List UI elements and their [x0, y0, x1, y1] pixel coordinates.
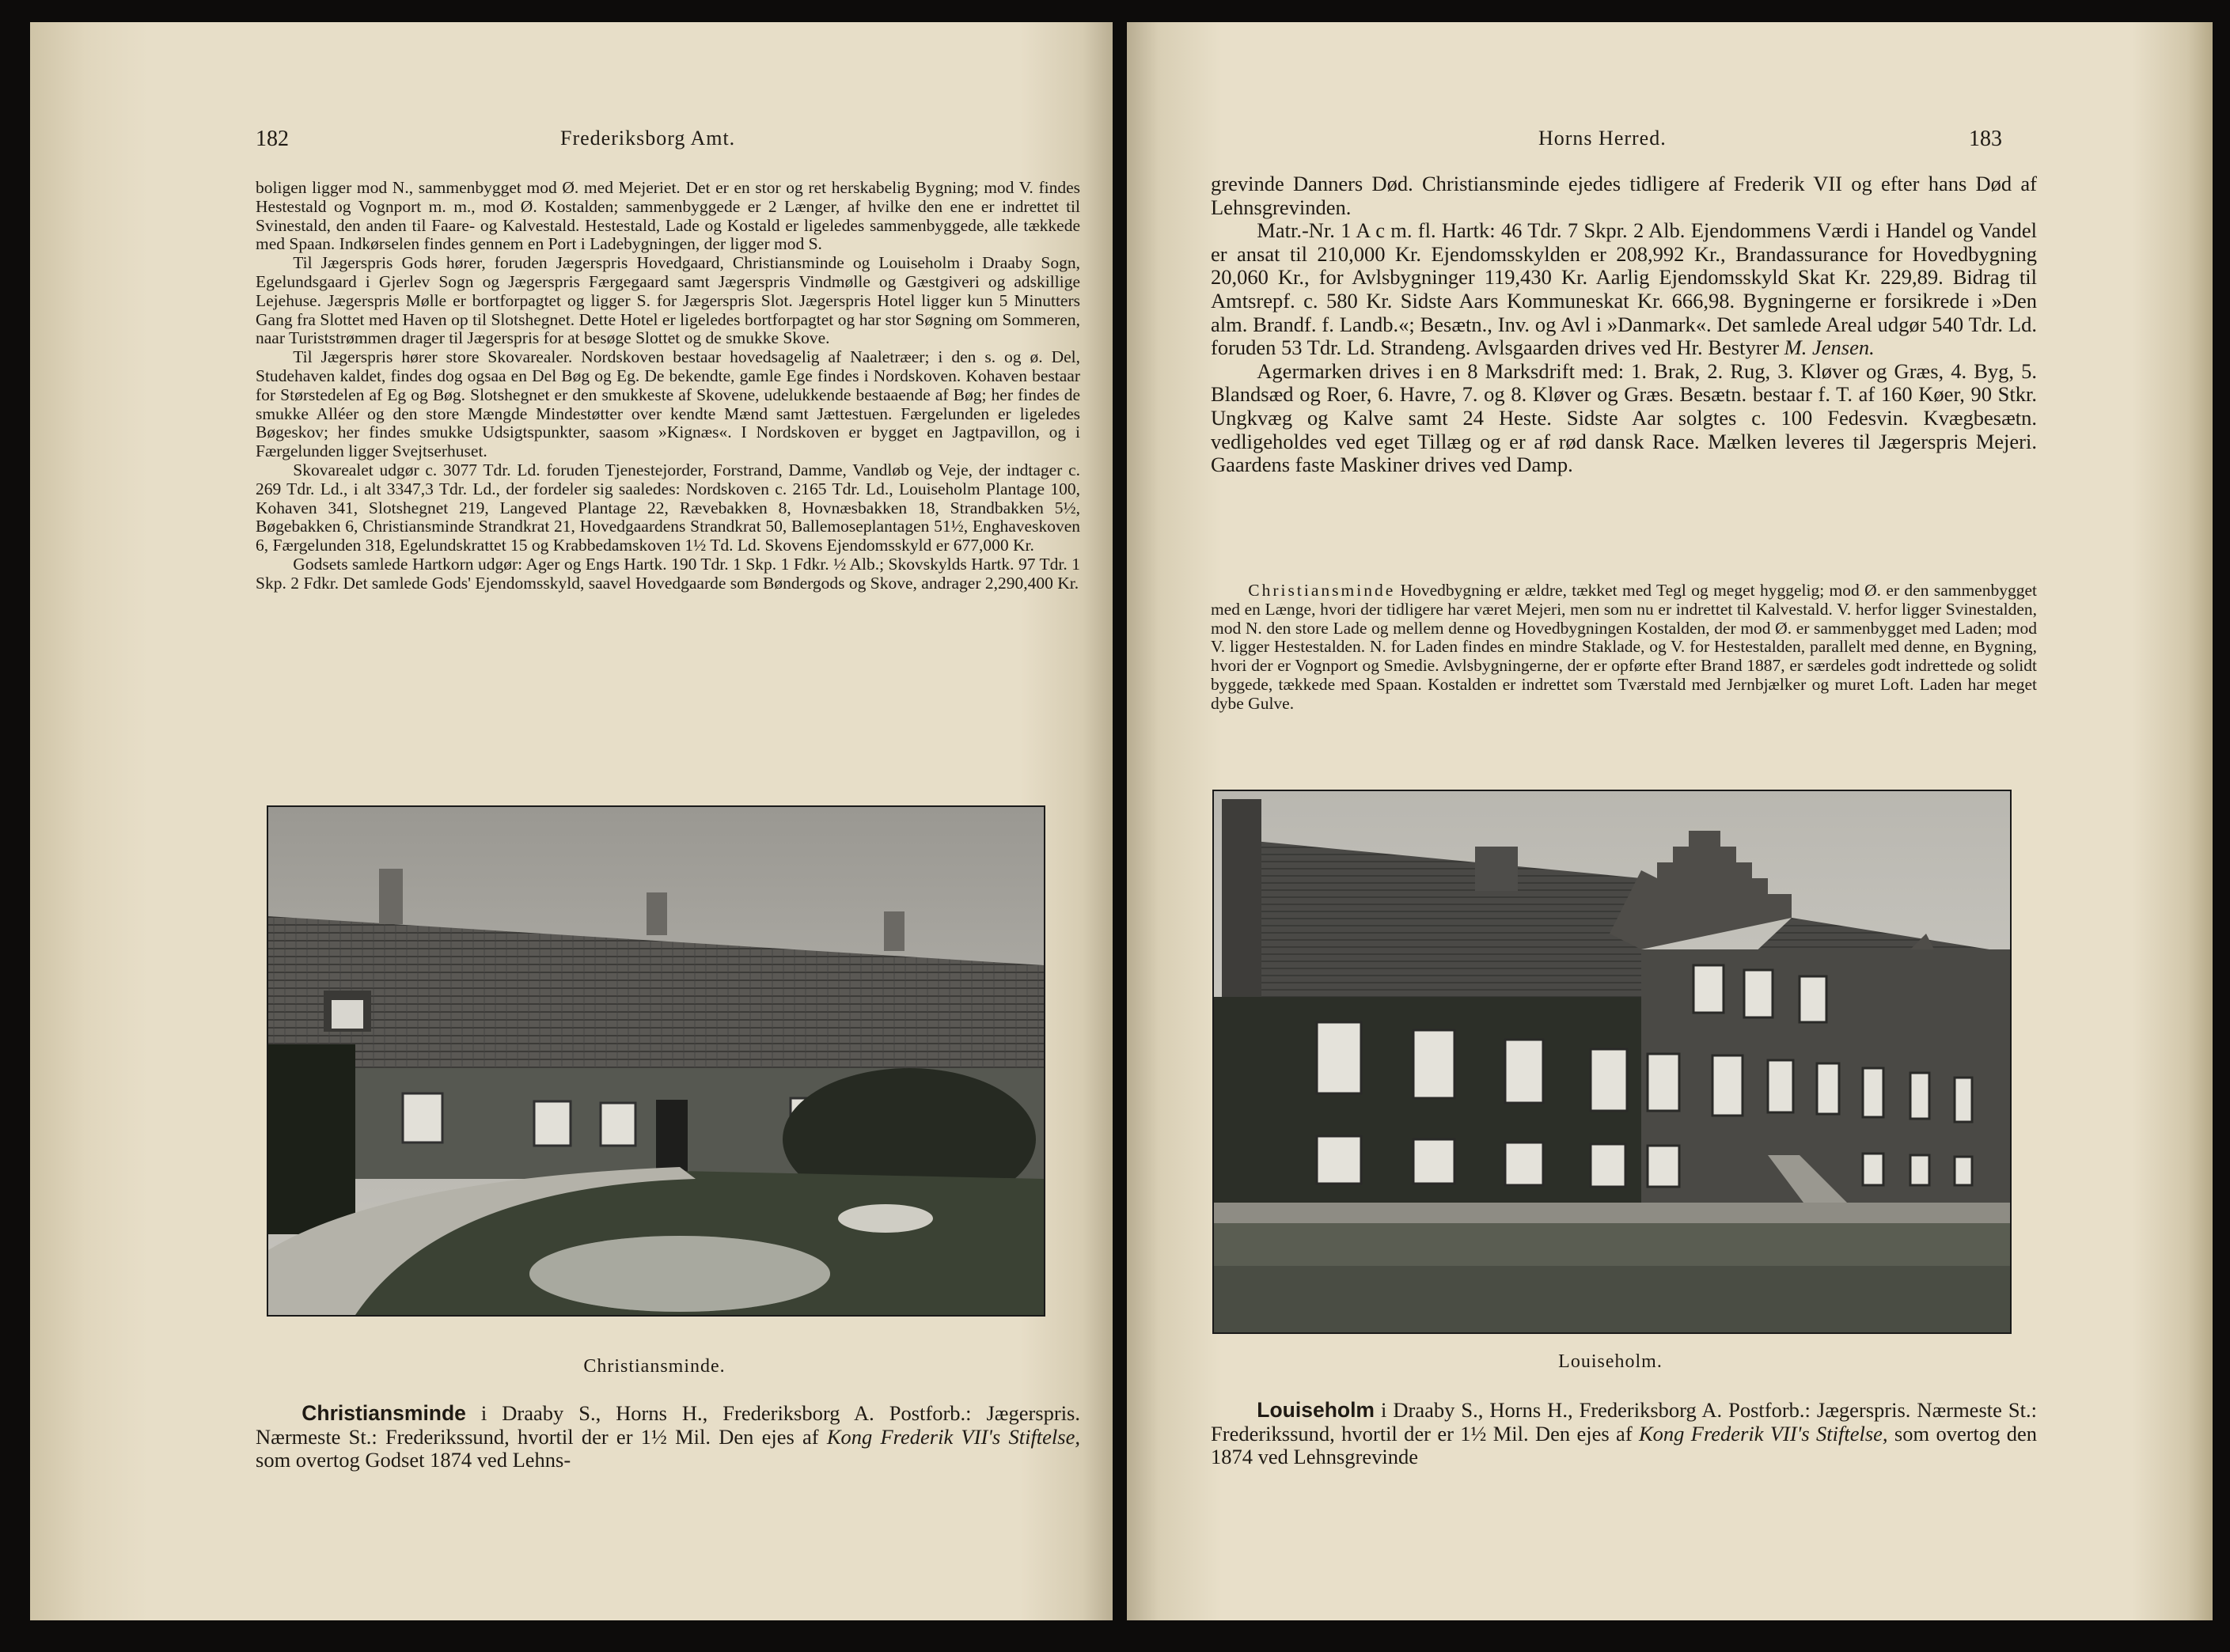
left-page [30, 22, 1113, 1620]
entry-owner: Kong Frederik VII's Stiftelse, [826, 1424, 1080, 1449]
entry-text: i Draaby S., Horns H., Frederiksborg A. Postforb.: Jægerspris. Nærmeste St.: Frederikssund, hvortil der er 1½ Mil. Den ejes af [1211, 1398, 2037, 1446]
photo-caption: Louiseholm. [1558, 1351, 1663, 1372]
entry-name: Louiseholm [1257, 1398, 1375, 1422]
right-small-column [1211, 582, 2037, 714]
photo-caption: Christiansminde. [583, 1356, 726, 1377]
photo-christiansminde [267, 805, 1045, 1317]
paragraph: Matr.-Nr. 1 A c m. fl. Hartk: 46 Tdr. 7 Skpr. 2 Alb. Ejendommens Værdi i Handel og Vandel er ansat til 210,000 Kr. Ejendomsskylden er 208,992 Kr., Brandassurance for Hovedbygning 20,060 Kr., for Avlsbygninger 119,430 Kr. Aarlig Ejendomsskyld Skat Kr. 229,89. Bidrag til Amtsrepf. c. 580 Kr. Sidste Aars Kommuneskat Kr. 666,98. Bygningerne er forsikrede i »Den alm. Brandf. f. Landb.«; Besætn., Inv. og Avl i »Danmark«. Det samlede Areal udgør 540 Tdr. Ld. foruden 53 Tdr. Ld. Strandeng. Avlsgaarden drives ved Hr. Bestyrer [1211, 218, 2037, 360]
page-number: 182 [256, 127, 289, 151]
page-number: 183 [1969, 127, 2002, 151]
entry-text: i Draaby S., Horns H., Frederiksborg A. Postforb.: Jægerspris. Nærmeste St.: Frederikssund, hvortil der er 1½ Mil. Den ejes af [256, 1401, 1080, 1449]
entry-louiseholm [1211, 1399, 2037, 1469]
right-text-column [1211, 172, 2037, 477]
paragraph: Agermarken drives i en 8 Marksdrift med: 1. Brak, 2. Rug, 3. Kløver og Græs, 4. Byg, 5. Blandsæd og Roer, 6. Havre, 7. og 8. Kløver og Græs. Besætn. bestaar f. T. af 160 Køer, 90 Stkr. Ungkvæg og Kalve samt 24 Heste. Sidste Aar solgtes c. 100 Fedesvin. Kvægbesætn. vedligeholdes ved eget Tillæg og er af rød dansk Race. Mælken leveres til Jægerspris Mejeri. Gaardens faste Maskiner drives ved Damp. [1211, 358, 2037, 477]
lead-word: Christiansminde [1248, 581, 1396, 600]
entry-text: som overtog Godset 1874 ved Lehns- [256, 1448, 571, 1472]
entry-christiansminde [256, 1402, 1080, 1472]
entry-text: som overtog den 1874 ved Lehnsgrevinde [1211, 1421, 2038, 1469]
bestyrer-name: M. Jensen. [1784, 335, 1875, 360]
running-head: Horns Herred. [1538, 127, 1667, 150]
right-page [1127, 22, 2213, 1620]
paragraph: Til Jægerspris hører store Skovarealer. Nordskoven bestaar hovedsagelig af Naaletræer; i den s. og ø. Del, Studehaven kaldet, findes dog ogsaa en Del Bøg og Eg. De bekendte, gamle Ege findes i Nordskoven. Kohaven bestaar for Størstedelen af Eg og Bøg. Slotshegnet er den smukkeste af Skovene, udelukkende bestaaende af Bøg; her findes de smukke Alléer og den store Mængde Mindestøtter over kendte Mænd samt Jættestuen. Færgelunden er ligeledes Bøgeskov; her findes smukke Udsigtspunkter, saasom »Kignæs«. I Nordskoven er bygget en Jagtpavillon, og i Færgelunden ligger Svejtserhuset. [256, 347, 1080, 461]
running-head: Frederiksborg Amt. [560, 127, 736, 150]
paragraph: Skovarealet udgør c. 3077 Tdr. Ld. foruden Tjenestejorder, Forstrand, Damme, Vandløb og Veje, der indtager c. 269 Tdr. Ld., i alt 3347,3 Tdr. Ld., der fordeler sig saaledes: Nordskoven c. 2165 Tdr. Ld., Louiseholm Plantage 100, Kohaven 341, Slotshegnet 219, Langeved Plantage 22, Rævebakken 8, Hovnæsbakken 18, Strandbakken 5½, Bøgebakken 6, Christiansminde Strandkrat 21, Hovedgaardens Strandkrat 50, Ballemoseplantagen 51½, Enghaveskoven 6, Færgelunden 318, Egelundskrattet 15 og Krabbedamskoven 1½ Td. Ld. Skovens Ejendomsskyld er 677,000 Kr. [256, 460, 1080, 555]
paragraph: grevinde Danners Død. Christiansminde ejedes tidligere af Frederik VII og efter hans Død af Lehnsgrevinden. [1211, 172, 2037, 219]
left-text-column [256, 179, 1080, 593]
photo-louiseholm [1212, 790, 2012, 1334]
paragraph: Hovedbygning er ældre, tækket med Tegl og meget hyggelig; mod Ø. er den sammenbygget med en Længe, hvori der tidligere har været Mejeri, men som nu er indrettet til Kalvestald. V. herfor ligger Svinestalden, mod N. den store Lade og mellem denne og Hovedbygningen Kostalden, der mod Ø. er sammenbygget med Laden; mod V. ligger Hestestalden. N. for Laden findes en mindre Staklade, og V. for Hestestalden, parallelt med denne, en Bygning, hvori der er Vognport og Smedie. Avlsbygningerne, der er opførte efter Brand 1887, er særdeles godt indrettede og solidt byggede, tækkede med Spaan. Kostalden er indrettet som Tværstald med Jernbjælker og muret Loft. Laden har meget dybe Gulve. [1211, 581, 2037, 713]
paragraph: boligen ligger mod N., sammenbygget mod Ø. med Mejeriet. Det er en stor og ret herskabelig Bygning; mod V. findes Hestestald og Vognport m. m., mod Ø. Kostalden; sammenbyggede er 2 Længer, af hvilke den ene er indrettet til Svinestald, den anden til Faare- og Kalvestald. Hestestald, Lade og Kostald er ligeledes sammenbyggede, alle tækkede med Spaan. Indkørselen findes gennem en Port i Ladebygningen, der ligger mod S. [256, 178, 1080, 254]
entry-owner: Kong Frederik VII's Stiftelse, [1639, 1421, 1888, 1446]
paragraph: Til Jægerspris Gods hører, foruden Jægerspris Hovedgaard, Christiansminde og Louiseholm i Draaby Sogn, Egelundsgaard i Gjerlev Sogn og Jægerspris Færgegaard samt Jægerspris Vindmølle og Gæstgiveri og adskillige Lejehuse. Jægerspris Mølle er bortforpagtet og ligger S. for Jægerspris Slot. Jægerspris Hotel ligger kun 5 Minutters Gang fra Slottet med Haven op til Slotshegnet. Dette Hotel er ligeledes bortforpagtet og har stor Søgning om Sommeren, naar Turiststrømmen drager til Jægerspris for at besøge Slottet og de smukke Skove. [256, 253, 1080, 348]
paragraph: Godsets samlede Hartkorn udgør: Ager og Engs Hartk. 190 Tdr. 1 Skp. 1 Fdkr. ½ Alb.; Skovskylds Hartk. 97 Tdr. 1 Skp. 2 Fdkr. Det samlede Gods' Ejendomsskyld, saavel Hovedgaarde som Bøndergods og Skove, andrager 2,290,400 Kr. [256, 554, 1080, 593]
entry-name: Christiansminde [302, 1401, 466, 1425]
